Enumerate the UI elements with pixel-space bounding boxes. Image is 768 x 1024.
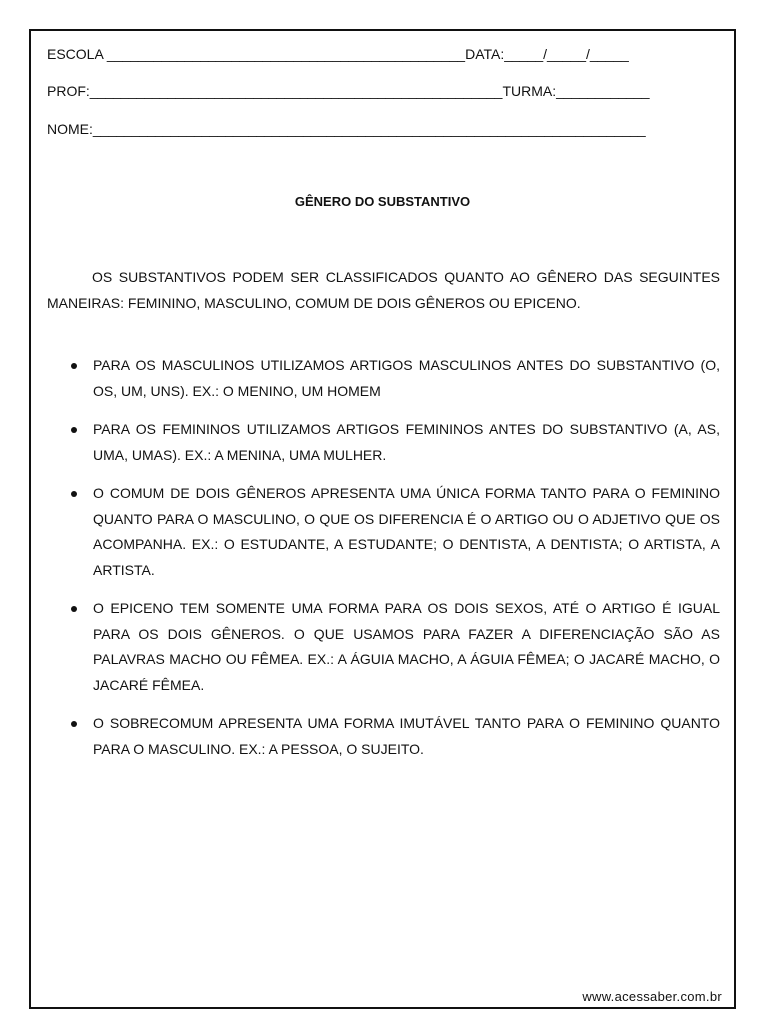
list-item bbox=[47, 711, 720, 762]
bullet-dot-icon bbox=[71, 363, 77, 369]
prof-turma-line: PROF:_____________________________________________________TURMA:____________ bbox=[47, 83, 650, 99]
list-item-text: PARA OS FEMININOS UTILIZAMOS ARTIGOS FEMININOS ANTES DO SUBSTANTIVO (A, AS, UMA, UMAS). EX.: A MENINA, UMA MULHER. bbox=[93, 421, 720, 463]
worksheet-page bbox=[29, 29, 736, 1009]
intro-paragraph: OS SUBSTANTIVOS PODEM SER CLASSIFICADOS QUANTO AO GÊNERO DAS SEGUINTES MANEIRAS: FEMININO, MASCULINO, COMUM DE DOIS GÊNEROS OU EPICENO. bbox=[47, 269, 720, 311]
list-item bbox=[47, 353, 720, 404]
footer-website: www.acessaber.com.br bbox=[582, 989, 722, 1004]
bullet-dot-icon bbox=[71, 606, 77, 612]
list-item-text: PARA OS MASCULINOS UTILIZAMOS ARTIGOS MASCULINOS ANTES DO SUBSTANTIVO (O, OS, UM, UNS). EX.: O MENINO, UM HOMEM bbox=[93, 357, 720, 399]
list-item bbox=[47, 417, 720, 468]
bullet-list bbox=[47, 353, 720, 775]
list-item-text: O EPICENO TEM SOMENTE UMA FORMA PARA OS DOIS SEXOS, ATÉ O ARTIGO É IGUAL PARA OS DOIS GÊNEROS. O QUE USAMOS PARA FAZER A DIFERENCIAÇÃO SÃO AS PALAVRAS MACHO OU FÊMEA. EX.: A ÁGUIA MACHO, A ÁGUIA FÊMEA; O JACARÉ MACHO, O JACARÉ FÊMEA. bbox=[93, 600, 720, 693]
list-item bbox=[47, 481, 720, 583]
bullet-dot-icon bbox=[71, 491, 77, 497]
list-item-text: O SOBRECOMUM APRESENTA UMA FORMA IMUTÁVEL TANTO PARA O FEMININO QUANTO PARA O MASCULINO. EX.: A PESSOA, O SUJEITO. bbox=[93, 715, 720, 757]
nome-line: NOME:_______________________________________________________________________ bbox=[47, 121, 646, 137]
list-item bbox=[47, 596, 720, 698]
page-title: GÊNERO DO SUBSTANTIVO bbox=[294, 194, 471, 209]
escola-data-line: ESCOLA ______________________________________________DATA:_____/_____/_____ bbox=[47, 46, 629, 62]
bullet-dot-icon bbox=[71, 427, 77, 433]
list-item-text: O COMUM DE DOIS GÊNEROS APRESENTA UMA ÚNICA FORMA TANTO PARA O FEMININO QUANTO PARA O MASCULINO, O QUE OS DIFERENCIA É O ARTIGO OU O ADJETIVO QUE OS ACOMPANHA. EX.: O ESTUDANTE, A ESTUDANTE; O DENTISTA, A DENTISTA; O ARTISTA, A ARTISTA. bbox=[93, 485, 720, 578]
bullet-dot-icon bbox=[71, 721, 77, 727]
